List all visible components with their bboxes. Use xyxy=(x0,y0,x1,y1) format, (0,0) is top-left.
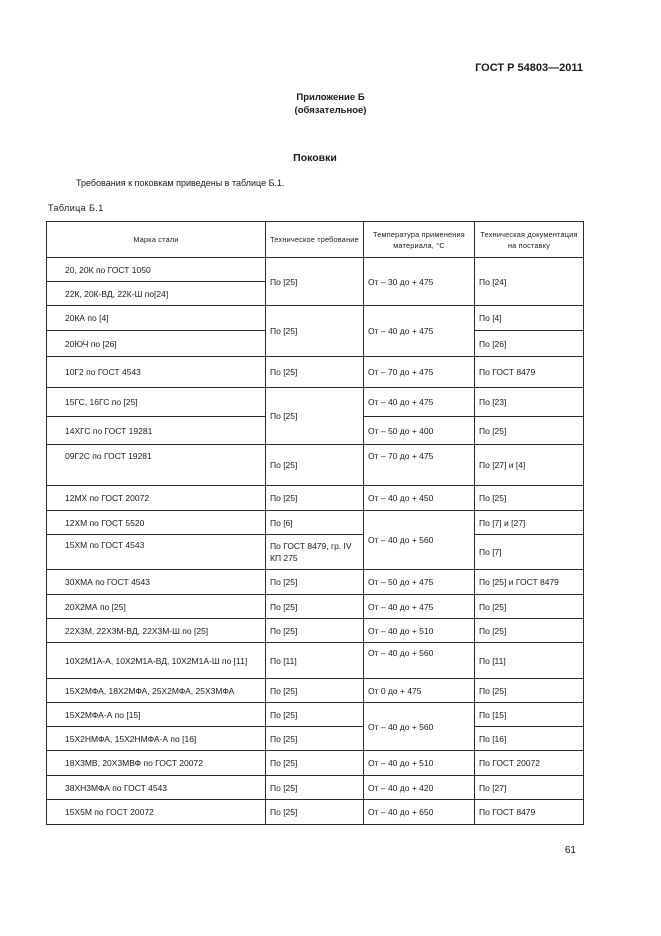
tech-requirement-cell: По [25] xyxy=(266,306,364,357)
temperature-cell: От – 30 до + 475 xyxy=(364,258,475,306)
temperature-cell: От – 40 до + 420 xyxy=(364,776,475,800)
appendix-heading xyxy=(0,91,661,117)
steel-grade-cell: 15Х5М по ГОСТ 20072 xyxy=(47,800,266,825)
delivery-docs-cell: По [16] xyxy=(475,727,584,751)
appendix-status: (обязательное) xyxy=(294,105,367,116)
steel-grade-cell: 20Х2МА по [25] xyxy=(47,595,266,619)
delivery-docs-cell: По [27] xyxy=(475,776,584,800)
steel-grade-cell: 09Г2С по ГОСТ 19281 xyxy=(47,445,266,486)
steel-grade-cell: 30ХМА по ГОСТ 4543 xyxy=(47,570,266,595)
delivery-docs-cell: По [23] xyxy=(475,388,584,417)
temperature-cell: От – 40 до + 475 xyxy=(364,306,475,357)
section-title: Поковки xyxy=(293,152,337,164)
delivery-docs-cell: По [24] xyxy=(475,258,584,306)
delivery-docs-cell: По [25] xyxy=(475,619,584,643)
table-row xyxy=(47,727,584,751)
forgings-table xyxy=(46,221,584,825)
steel-grade-cell: 20, 20К по ГОСТ 1050 xyxy=(47,258,266,282)
tech-requirement-cell: По [25] xyxy=(266,486,364,511)
standard-header: ГОСТ Р 54803—2011 xyxy=(475,62,583,74)
temperature-cell: От – 40 до + 560 xyxy=(364,511,475,570)
intro-paragraph: Требования к поковкам приведены в таблице Б.1. xyxy=(76,178,285,188)
page-number: 61 xyxy=(564,845,576,856)
table-row xyxy=(47,619,584,643)
steel-grade-cell: 15Х2НМФА, 15Х2НМФА-А по [16] xyxy=(47,727,266,751)
delivery-docs-cell: По [25] xyxy=(475,417,584,445)
delivery-docs-cell: По [11] xyxy=(475,643,584,679)
delivery-docs-cell: По [26] xyxy=(475,331,584,357)
tech-requirement-cell: По [25] xyxy=(266,570,364,595)
table-header-row xyxy=(47,222,584,258)
temperature-cell: От – 70 до + 475 xyxy=(364,357,475,388)
table-row xyxy=(47,570,584,595)
tech-requirement-cell: По [25] xyxy=(266,703,364,727)
header-temperature: Температура применения материала, °С xyxy=(364,222,475,258)
temperature-cell: От – 40 до + 510 xyxy=(364,619,475,643)
table-row xyxy=(47,388,584,417)
temperature-cell: От 0 до + 475 xyxy=(364,679,475,703)
tech-requirement-cell: По [25] xyxy=(266,751,364,776)
tech-requirement-cell: По [25] xyxy=(266,258,364,306)
table-row xyxy=(47,258,584,282)
steel-grade-cell: 10Х2М1А-А, 10Х2М1А-ВД, 10Х2М1А-Ш по [11] xyxy=(47,643,266,679)
table-row xyxy=(47,643,584,679)
tech-requirement-cell: По [25] xyxy=(266,357,364,388)
header-tech-requirement: Техническое требование xyxy=(266,222,364,258)
delivery-docs-cell: По [25] xyxy=(475,595,584,619)
tech-requirement-cell: По [6] xyxy=(266,511,364,535)
table-row xyxy=(47,511,584,535)
steel-grade-cell: 22К, 20К-ВД, 22К-Ш по[24] xyxy=(47,282,266,306)
tech-requirement-cell: По [25] xyxy=(266,679,364,703)
temperature-cell: От – 40 до + 450 xyxy=(364,486,475,511)
steel-grade-cell: 15Х2МФА-А по [15] xyxy=(47,703,266,727)
delivery-docs-cell: По ГОСТ 8479 xyxy=(475,357,584,388)
temperature-cell: От – 40 до + 510 xyxy=(364,751,475,776)
delivery-docs-cell: По [7] xyxy=(475,535,584,570)
header-steel-grade: Марка стали xyxy=(47,222,266,258)
steel-grade-cell: 20ЮЧ по [26] xyxy=(47,331,266,357)
table-row xyxy=(47,306,584,331)
delivery-docs-cell: По [27] и [4] xyxy=(475,445,584,486)
table-row xyxy=(47,445,584,486)
steel-grade-cell: 15ГС, 16ГС по [25] xyxy=(47,388,266,417)
table-caption: Таблица Б.1 xyxy=(48,203,104,213)
steel-grade-cell: 18Х3МВ, 20Х3МВФ по ГОСТ 20072 xyxy=(47,751,266,776)
steel-grade-cell: 20КА по [4] xyxy=(47,306,266,331)
tech-requirement-cell: По [25] xyxy=(266,800,364,825)
steel-grade-cell: 14ХГС по ГОСТ 19281 xyxy=(47,417,266,445)
temperature-cell: От – 40 до + 475 xyxy=(364,595,475,619)
delivery-docs-cell: По ГОСТ 20072 xyxy=(475,751,584,776)
delivery-docs-cell: По [25] и ГОСТ 8479 xyxy=(475,570,584,595)
steel-grade-cell: 10Г2 по ГОСТ 4543 xyxy=(47,357,266,388)
appendix-title: Приложение Б xyxy=(296,92,365,103)
steel-grade-cell: 15ХМ по ГОСТ 4543 xyxy=(47,535,266,570)
table-row xyxy=(47,595,584,619)
temperature-cell: От – 40 до + 560 xyxy=(364,643,475,679)
temperature-cell: От – 50 до + 475 xyxy=(364,570,475,595)
tech-requirement-cell: По [25] xyxy=(266,619,364,643)
steel-grade-cell: 12ХМ по ГОСТ 5520 xyxy=(47,511,266,535)
delivery-docs-cell: По [7] и [27] xyxy=(475,511,584,535)
temperature-cell: От – 50 до + 400 xyxy=(364,417,475,445)
tech-requirement-cell: По [25] xyxy=(266,727,364,751)
table-row xyxy=(47,357,584,388)
tech-requirement-cell: По [25] xyxy=(266,388,364,445)
temperature-cell: От – 40 до + 475 xyxy=(364,388,475,417)
temperature-cell: От – 40 до + 650 xyxy=(364,800,475,825)
delivery-docs-cell: По [4] xyxy=(475,306,584,331)
steel-grade-cell: 12МХ по ГОСТ 20072 xyxy=(47,486,266,511)
table-row xyxy=(47,535,584,570)
steel-grade-cell: 38ХН3МФА по ГОСТ 4543 xyxy=(47,776,266,800)
delivery-docs-cell: По [25] xyxy=(475,679,584,703)
delivery-docs-cell: По [15] xyxy=(475,703,584,727)
temperature-cell: От – 40 до + 560 xyxy=(364,703,475,751)
delivery-docs-cell: По [25] xyxy=(475,486,584,511)
table-row xyxy=(47,776,584,800)
tech-requirement-cell: По [25] xyxy=(266,595,364,619)
tech-requirement-cell: По [25] xyxy=(266,445,364,486)
table-row xyxy=(47,751,584,776)
steel-grade-cell: 15Х2МФА, 18Х2МФА, 25Х2МФА, 25Х3МФА xyxy=(47,679,266,703)
header-delivery-docs: Техническая документация на поставку xyxy=(475,222,584,258)
tech-requirement-cell: По [25] xyxy=(266,776,364,800)
tech-requirement-cell: По [11] xyxy=(266,643,364,679)
temperature-cell: От – 70 до + 475 xyxy=(364,445,475,486)
delivery-docs-cell: По ГОСТ 8479 xyxy=(475,800,584,825)
table-row xyxy=(47,486,584,511)
steel-grade-cell: 22Х3М, 22Х3М-ВД, 22Х3М-Ш по [25] xyxy=(47,619,266,643)
table-row xyxy=(47,703,584,727)
tech-requirement-cell: По ГОСТ 8479, гр. IV КП 275 xyxy=(266,535,364,570)
table-row xyxy=(47,679,584,703)
table-row xyxy=(47,800,584,825)
